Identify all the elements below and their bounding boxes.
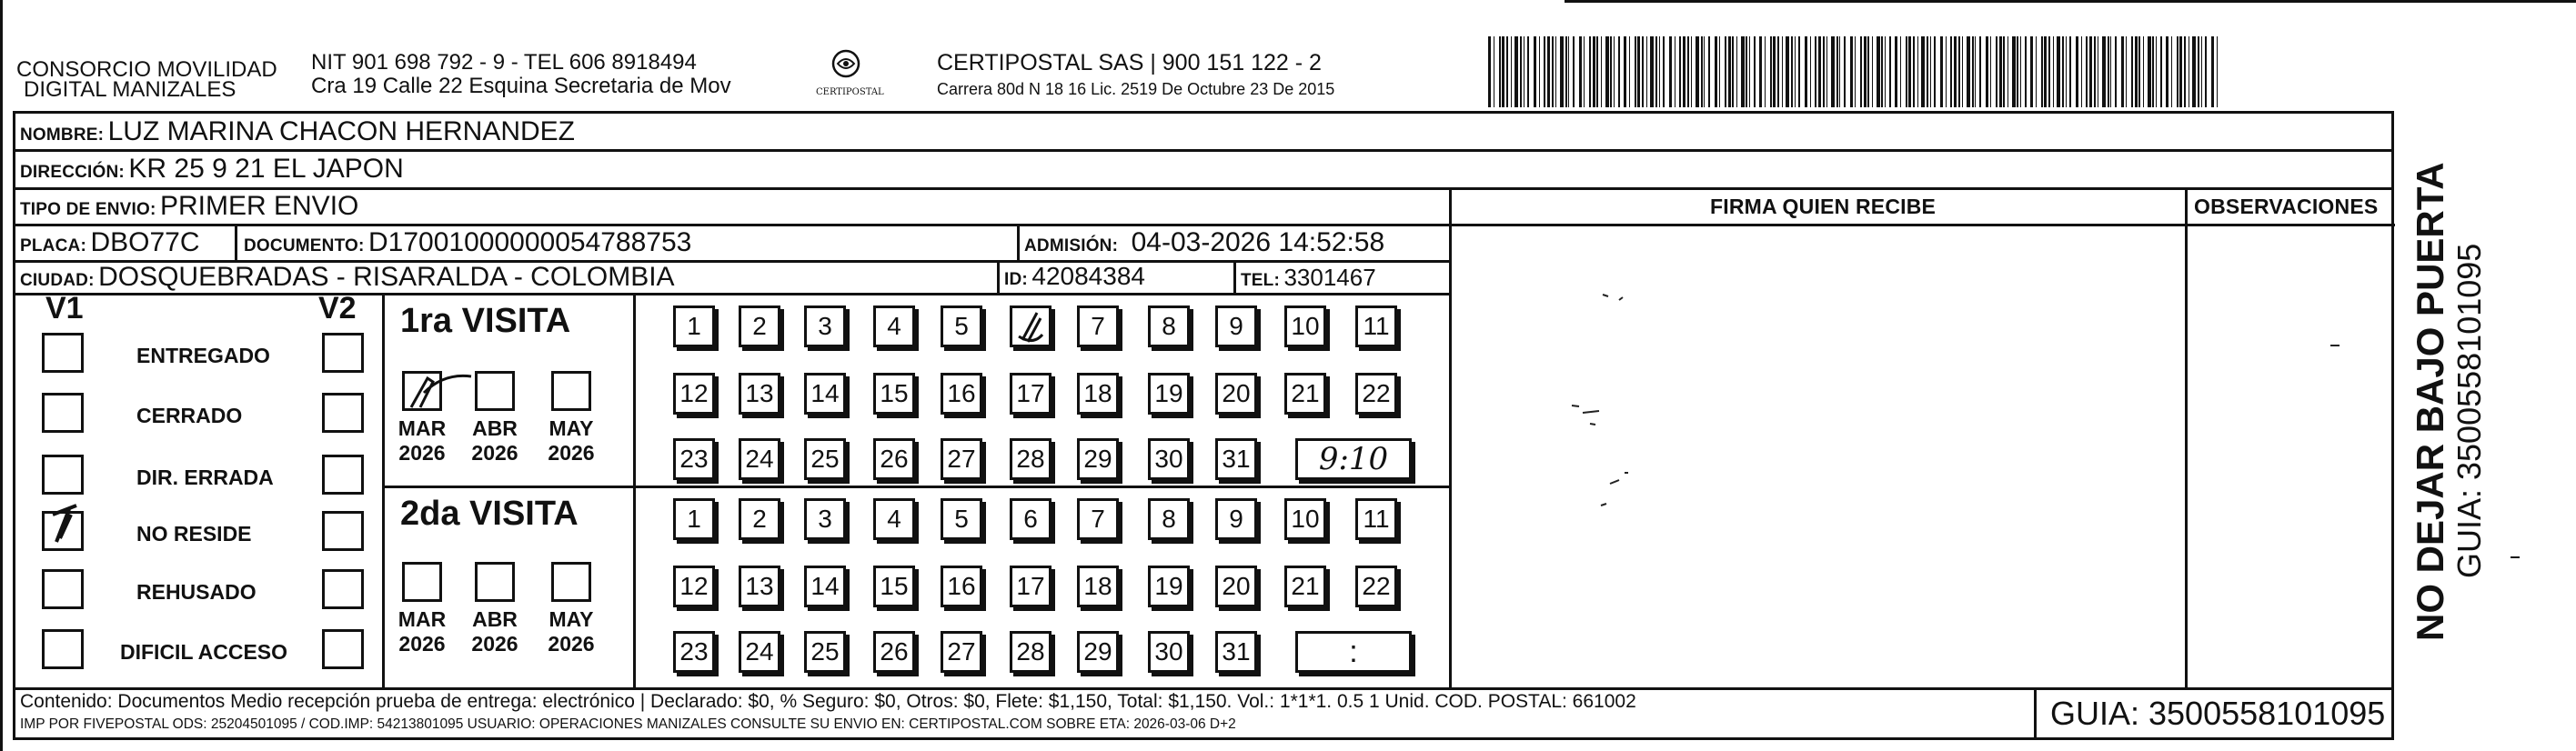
- visit2-time-box[interactable]: :: [1295, 631, 1412, 673]
- v2-checkbox-dir-errada[interactable]: [322, 455, 364, 495]
- top-rule: [1565, 0, 2576, 3]
- carrier-address: Carrera 80d N 18 16 Lic. 2519 De Octubre 23 De 2015: [937, 80, 1335, 98]
- side-speck: [2511, 556, 2520, 558]
- visit1-title: 1ra VISITA: [400, 302, 571, 340]
- rule-months-right: [633, 293, 636, 687]
- footer-guia: GUIA: 3500558101095: [2050, 695, 2386, 732]
- id-field: [1004, 262, 1145, 291]
- nombre-label: NOMBRE:: [20, 125, 105, 145]
- visit1-day-21[interactable]: 21: [1284, 373, 1326, 415]
- certipostal-logo-icon: [814, 44, 878, 107]
- visit2-day-18[interactable]: 18: [1077, 566, 1119, 607]
- visit1-day-2[interactable]: 2: [739, 305, 780, 347]
- ciudad-value: DOSQUEBRADAS - RISARALDA - COLOMBIA: [98, 262, 675, 292]
- side-warning: NO DEJAR BAJO PUERTA: [2409, 162, 2451, 641]
- left-edge: [0, 0, 3, 751]
- visit1-day-24[interactable]: 24: [739, 438, 780, 480]
- rule-admision-sep: [1017, 225, 1020, 262]
- documento-value: D17001000000054788753: [368, 227, 692, 257]
- admision-value: 04-03-2026 14:52:58: [1131, 227, 1385, 257]
- visit2-day-31[interactable]: 31: [1215, 631, 1257, 673]
- barcode: [1488, 36, 2227, 107]
- visit2-title: 2da VISITA: [400, 495, 579, 533]
- visit1-time-box[interactable]: 9:10: [1295, 438, 1412, 480]
- v1-header: V1: [45, 291, 84, 325]
- visit1-day-30[interactable]: 30: [1148, 438, 1190, 480]
- v1-checkbox-cerrado[interactable]: [42, 393, 84, 433]
- visit1-day-12[interactable]: 12: [673, 373, 715, 415]
- visit2-day-1[interactable]: 1: [673, 498, 715, 540]
- direccion-value: KR 25 9 21 EL JAPON: [128, 154, 404, 184]
- tipo-row: [20, 191, 358, 222]
- visit2-day-23[interactable]: 23: [673, 631, 715, 673]
- visit1-day-16[interactable]: 16: [941, 373, 982, 415]
- v1-checkbox-dir-errada[interactable]: [42, 455, 84, 495]
- visit2-day-5[interactable]: 5: [941, 498, 982, 540]
- rule-nombre: [13, 149, 2394, 152]
- side-guia: GUIA: 3500558101095: [2450, 243, 2488, 578]
- visit1-day-19[interactable]: 19: [1148, 373, 1190, 415]
- rule-direccion: [13, 187, 2394, 190]
- certipostal-logo: [814, 44, 884, 107]
- visit1-day-17[interactable]: 17: [1010, 373, 1052, 415]
- visit1-month-label-mar: MAR: [397, 416, 447, 440]
- direccion-label: DIRECCIÓN:: [20, 163, 125, 182]
- visit2-day-11[interactable]: 11: [1355, 498, 1397, 540]
- visit2-day-7[interactable]: 7: [1077, 498, 1119, 540]
- v2-checkbox-dificil-acceso[interactable]: [322, 629, 364, 669]
- visit1-year-label-abr: 2026: [471, 441, 518, 465]
- visit2-month-label-mar: MAR: [397, 607, 447, 631]
- visit2-day-24[interactable]: 24: [739, 631, 780, 673]
- status-label-rehusado: REHUSADO: [136, 580, 257, 604]
- v2-checkbox-rehusado[interactable]: [322, 569, 364, 609]
- visit1-day-11[interactable]: 11: [1355, 305, 1397, 347]
- admision-label: ADMISIÓN:: [1024, 236, 1119, 255]
- status-label-cerrado: CERRADO: [136, 404, 243, 427]
- visit1-day-28[interactable]: 28: [1010, 438, 1052, 480]
- visit1-month-label-may: MAY: [548, 416, 594, 440]
- rule-obs-left: [2185, 189, 2188, 687]
- visit1-day-3[interactable]: 3: [804, 305, 846, 347]
- visit2-day-2[interactable]: 2: [739, 498, 780, 540]
- rule-footer-guia: [2034, 687, 2037, 740]
- visit1-day-5[interactable]: 5: [941, 305, 982, 347]
- visit1-day-31[interactable]: 31: [1215, 438, 1257, 480]
- rule-firma-left: [1449, 189, 1452, 687]
- id-label: ID:: [1004, 270, 1028, 289]
- visit1-day-18[interactable]: 18: [1077, 373, 1119, 415]
- footer-contenido: Contenido: Documentos Medio recepción prueba de entrega: electrónico | Declarado: $0, % Seguro: $0, Otros: $0, Flete: $1,150, Total: $1,150. Vol.: 1*1*1. 0.5 1 Unid. COD. POSTAL: 661002: [20, 691, 1636, 712]
- logo-text: CERTIPOSTAL: [816, 87, 884, 97]
- status-label-dificil-acceso: DIFICIL ACCESO: [120, 640, 288, 664]
- documento-field: [244, 227, 691, 258]
- visit2-day-28[interactable]: 28: [1010, 631, 1052, 673]
- documento-label: DOCUMENTO:: [244, 236, 365, 255]
- rule-placa-sep: [235, 225, 237, 262]
- visit2-day-4[interactable]: 4: [873, 498, 915, 540]
- visit1-day-9[interactable]: 9: [1215, 305, 1257, 347]
- visit1-month-box-abr[interactable]: [475, 371, 515, 411]
- visit2-month-label-abr: ABR: [472, 607, 518, 631]
- visit2-day-10[interactable]: 10: [1284, 498, 1326, 540]
- visit1-year-label-mar: 2026: [398, 441, 446, 465]
- footer-imp: IMP POR FIVEPOSTAL ODS: 25204501095 / COD.IMP: 54213801095 USUARIO: OPERACIONES MANIZALES CONSULTE SU ENVIO EN: CERTIPOSTAL.COM SOBRE ETA: 2026-03-06 D+2: [20, 716, 1236, 732]
- visit2-day-30[interactable]: 30: [1148, 631, 1190, 673]
- visit2-day-19[interactable]: 19: [1148, 566, 1190, 607]
- status-label-no-reside: NO RESIDE: [136, 522, 252, 546]
- visit2-day-22[interactable]: 22: [1355, 566, 1397, 607]
- visit1-day-25[interactable]: 25: [804, 438, 846, 480]
- visit2-month-box-abr[interactable]: [475, 562, 515, 602]
- rule-tel-sep: [1233, 262, 1236, 295]
- visit2-day-8[interactable]: 8: [1148, 498, 1190, 540]
- v2-checkbox-entregado[interactable]: [322, 333, 364, 373]
- visit2-day-13[interactable]: 13: [739, 566, 780, 607]
- tel-label: TEL:: [1241, 271, 1281, 290]
- visit2-day-26[interactable]: 26: [873, 631, 915, 673]
- id-value: 42084384: [1031, 262, 1145, 290]
- visit2-year-label-mar: 2026: [398, 632, 446, 656]
- status-label-entregado: ENTREGADO: [136, 344, 270, 367]
- visit1-month-label-abr: ABR: [472, 416, 518, 440]
- observaciones-header: OBSERVACIONES: [2194, 195, 2379, 218]
- v1-check-mark-icon: [47, 502, 84, 549]
- visit2-month-box-mar[interactable]: [402, 562, 442, 602]
- visit2-day-29[interactable]: 29: [1077, 631, 1119, 673]
- ciudad-field: [20, 262, 675, 293]
- placa-label: PLACA:: [20, 236, 86, 255]
- tipo-value: PRIMER ENVIO: [160, 191, 359, 221]
- visit1-year-label-may: 2026: [548, 441, 595, 465]
- visit1-day-29[interactable]: 29: [1077, 438, 1119, 480]
- tel-field: [1241, 264, 1376, 292]
- company-name-2: DIGITAL MANIZALES: [24, 77, 236, 102]
- visit1-day-15[interactable]: 15: [873, 373, 915, 415]
- tipo-label: TIPO DE ENVIO:: [20, 200, 156, 219]
- rule-visit-split: [382, 486, 1450, 488]
- rule-id-sep: [997, 262, 1000, 295]
- rule-status-right: [382, 293, 385, 687]
- v1-checkbox-entregado[interactable]: [42, 333, 84, 373]
- company-address: Cra 19 Calle 22 Esquina Secretaria de Mov: [311, 74, 731, 98]
- firma-header: FIRMA QUIEN RECIBE: [1710, 195, 1937, 218]
- status-label-dir-errada: DIR. ERRADA: [136, 466, 274, 489]
- visit1-day-13[interactable]: 13: [739, 373, 780, 415]
- visit2-day-21[interactable]: 21: [1284, 566, 1326, 607]
- visit1-day-1[interactable]: 1: [673, 305, 715, 347]
- visit1-month-mark-icon: [400, 365, 482, 415]
- visit2-day-17[interactable]: 17: [1010, 566, 1052, 607]
- visit2-day-6[interactable]: 6: [1010, 498, 1052, 540]
- v1-checkbox-dificil-acceso[interactable]: [42, 629, 84, 669]
- visit2-day-12[interactable]: 12: [673, 566, 715, 607]
- visit2-year-label-may: 2026: [548, 632, 595, 656]
- visit1-day-22[interactable]: 22: [1355, 373, 1397, 415]
- visit1-day-23[interactable]: 23: [673, 438, 715, 480]
- rule-firma-head: [1449, 224, 2395, 226]
- visit2-month-box-may[interactable]: [551, 562, 591, 602]
- visit2-day-25[interactable]: 25: [804, 631, 846, 673]
- placa-field: [20, 227, 199, 258]
- visit1-day-26[interactable]: 26: [873, 438, 915, 480]
- direccion-row: [20, 154, 404, 185]
- visit1-day-20[interactable]: 20: [1215, 373, 1257, 415]
- visit1-day-27[interactable]: 27: [941, 438, 982, 480]
- v2-header: V2: [318, 291, 357, 325]
- visit2-day-16[interactable]: 16: [941, 566, 982, 607]
- v2-checkbox-no-reside[interactable]: [322, 511, 364, 551]
- visit1-day-8[interactable]: 8: [1148, 305, 1190, 347]
- visit1-month-box-may[interactable]: [551, 371, 591, 411]
- visit1-day-4[interactable]: 4: [873, 305, 915, 347]
- visit1-day-mark-icon: [1015, 309, 1048, 345]
- v2-checkbox-cerrado[interactable]: [322, 393, 364, 433]
- nombre-row: [20, 116, 575, 147]
- visit2-day-14[interactable]: 14: [804, 566, 846, 607]
- visit1-day-10[interactable]: 10: [1284, 305, 1326, 347]
- visit2-day-3[interactable]: 3: [804, 498, 846, 540]
- ciudad-label: CIUDAD:: [20, 271, 95, 290]
- signature-specks: [1455, 227, 2181, 686]
- v1-checkbox-rehusado[interactable]: [42, 569, 84, 609]
- placa-value: DBO77C: [90, 227, 200, 257]
- visit1-day-14[interactable]: 14: [804, 373, 846, 415]
- tel-value: 3301467: [1283, 264, 1376, 291]
- observations-area[interactable]: [2189, 227, 2394, 686]
- nombre-value: LUZ MARINA CHACON HERNANDEZ: [107, 116, 576, 146]
- visit2-month-label-may: MAY: [548, 607, 594, 631]
- visit2-year-label-abr: 2026: [471, 632, 518, 656]
- company-name-1: CONSORCIO MOVILIDAD: [16, 57, 277, 82]
- signature-area[interactable]: [1455, 227, 2181, 686]
- company-nit-tel: NIT 901 698 792 - 9 - TEL 606 8918494: [311, 50, 697, 75]
- carrier-line: CERTIPOSTAL SAS | 900 151 122 - 2: [937, 50, 1322, 75]
- observation-mark: [2189, 227, 2394, 686]
- visit2-day-20[interactable]: 20: [1215, 566, 1257, 607]
- visit1-day-7[interactable]: 7: [1077, 305, 1119, 347]
- visit2-day-15[interactable]: 15: [873, 566, 915, 607]
- visit2-day-27[interactable]: 27: [941, 631, 982, 673]
- admision-field: [1024, 227, 1384, 258]
- visit2-day-9[interactable]: 9: [1215, 498, 1257, 540]
